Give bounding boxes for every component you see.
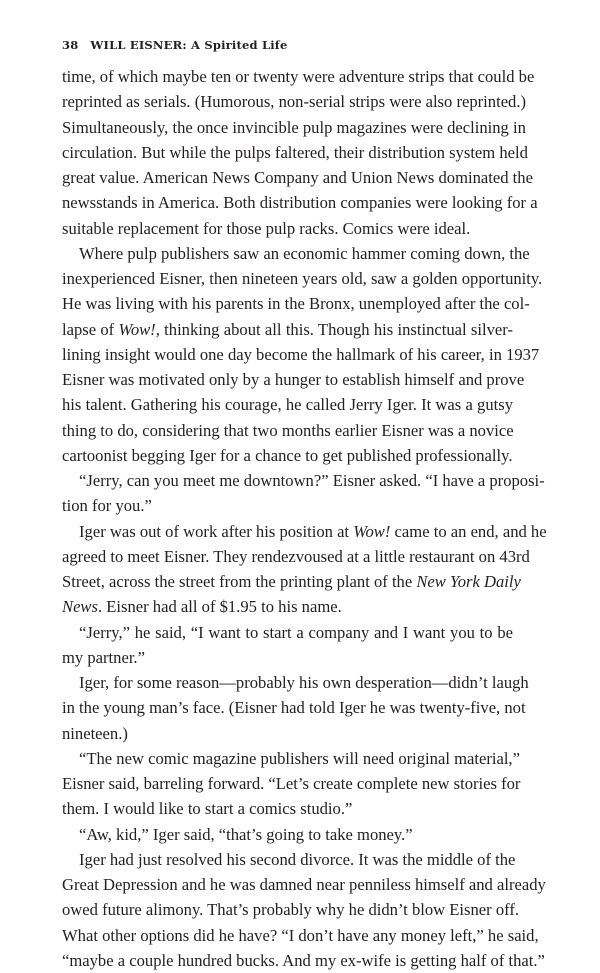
text-run: . Eisner had all of $1.95 to his name.: [97, 597, 342, 617]
text-line: He was living with his parents in the Bronx, unemployed after the col-: [62, 294, 530, 314]
text-line: “Jerry,” he said, “I want to start a company and I want you to be: [79, 622, 513, 642]
text-line: agreed to meet Eisner. They rendezvoused at a little restaurant on 43rd: [62, 546, 530, 566]
italic-title: Wow!: [353, 521, 391, 541]
running-head: [62, 38, 287, 52]
text-line: owed future alimony. That’s probably why he didn’t blow Eisner off.: [62, 900, 520, 920]
text-line: Eisner said, barreling forward. “Let’s create complete new stories for: [62, 774, 521, 793]
text-line: Where pulp publishers saw an economic hammer coming down, the: [79, 243, 530, 263]
text-line: [62, 569, 521, 594]
text-line: “maybe a couple hundred bucks. And my ex-wife is getting half of that.”: [62, 950, 545, 970]
text-line: circulation. But while the pulps faltered, their distribution system held: [62, 142, 528, 162]
text-line: reprinted as serials. (Humorous, non-serial strips were also reprinted.): [62, 92, 527, 112]
text-line: Iger had just resolved his second divorce. It was the middle of the: [79, 849, 516, 869]
text-line: “Jerry, can you meet me downtown?” Eisner asked. “I have a proposi-: [79, 471, 545, 490]
text-line: Eisner was motivated only by a hunger to establish himself and prove: [62, 370, 525, 389]
text-line: Simultaneously, the once invincible pulp magazines were declining in: [62, 117, 526, 137]
text-run: Street, across the street from the printing plant of the: [62, 572, 417, 591]
text-line: his talent. Gathering his courage, he called Jerry Iger. It was a gutsy: [62, 395, 513, 415]
text-line: “Aw, kid,” Iger said, “that’s going to take money.”: [79, 824, 413, 844]
text-line: tion for you.”: [62, 496, 152, 516]
book-title: WILL EISNER: A Spirited Life: [90, 38, 288, 52]
text-line: great value. American News Company and Union News dominated the: [62, 168, 533, 187]
text-line: nineteen.): [62, 723, 128, 743]
text-run: came to an end, and he: [390, 521, 547, 541]
body-text: [62, 64, 547, 973]
italic-title: New York Daily: [416, 572, 521, 591]
text-run: lapse of: [62, 319, 119, 339]
text-line: cartoonist begging Iger for a chance to get published professionally.: [62, 445, 513, 465]
text-line: Great Depression and he was damned near penniless himself and already: [62, 875, 546, 894]
text-line: newsstands in America. Both distribution companies were looking for a: [62, 193, 538, 213]
text-line: thing to do, considering that two months earlier Eisner was a novice: [62, 420, 514, 440]
page-number: 38: [62, 38, 79, 52]
text-line: Iger, for some reason—probably his own desperation—didn’t laugh: [79, 673, 529, 692]
text-line: them. I would like to start a comics studio.”: [62, 799, 353, 819]
text-line: “The new comic magazine publishers will need original material,”: [79, 748, 520, 768]
italic-title: Wow!: [118, 319, 156, 339]
text-line: suitable replacement for those pulp racks. Comics were ideal.: [62, 218, 471, 238]
text-line: What other options did he have? “I don’t have any money left,” he said,: [62, 925, 539, 945]
text-line: inexperienced Eisner, then nineteen years old, saw a golden opportunity.: [62, 269, 543, 288]
text-line: time, of which maybe ten or twenty were adventure strips that could be: [62, 67, 535, 86]
italic-title: News: [62, 597, 98, 617]
text-run: Iger was out of work after his position at: [79, 521, 354, 541]
text-line: lining insight would one day become the hallmark of his career, in 1937: [62, 344, 540, 364]
text-line: in the young man’s face. (Eisner had told Iger he was twenty-five, not: [62, 698, 526, 718]
text-line: [62, 317, 513, 342]
text-line: [62, 594, 513, 619]
text-run: , thinking about all this. Though his instinctual silver-: [155, 319, 513, 339]
text-line: [62, 519, 547, 544]
text-line: my partner.”: [62, 647, 145, 667]
